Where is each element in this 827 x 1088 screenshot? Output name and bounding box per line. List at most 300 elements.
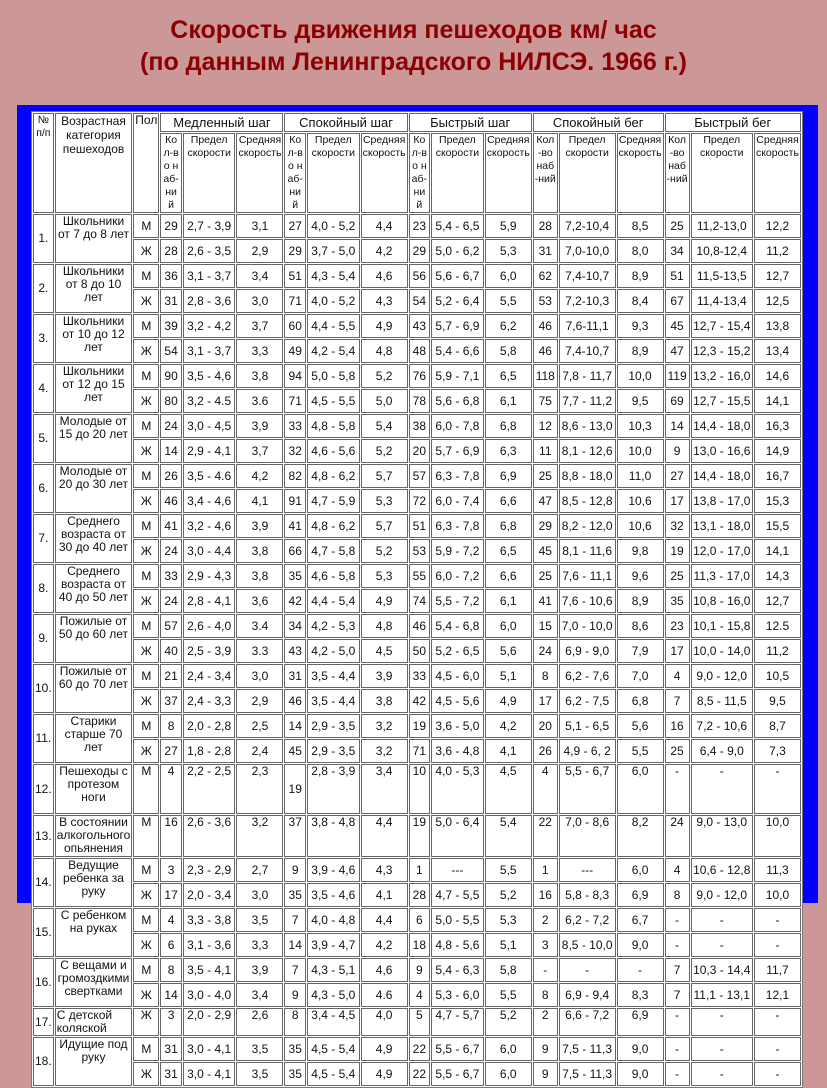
pedestrian-speed-table [31,111,803,1088]
cell-count: 53 [409,539,430,563]
cell-range: 3,2 - 4,6 [183,514,236,538]
cell-count: 25 [665,739,690,763]
cell-range: 3,0 - 4,0 [183,983,236,1007]
cell-count: 28 [533,214,558,238]
cell-count: 7 [665,983,690,1007]
cell-average: 5,5 [485,289,532,313]
cell-range: 5,5 - 6,7 [431,1062,484,1086]
cell-range: 3,8 - 4,8 [307,815,360,857]
cell-average: 4,3 [361,289,408,313]
cell-range: 4,0 - 5,2 [307,214,360,238]
row-category: Среднего возраста от 40 до 50 лет [55,564,133,613]
cell-average: 4,2 [236,464,283,488]
cell-average: 9,5 [617,389,664,413]
cell-count: 62 [533,264,558,288]
cell-range: 4,8 - 6,2 [307,514,360,538]
cell-average: 16,7 [754,464,801,488]
cell-range: - [691,908,753,932]
cell-range: 7,2-10,4 [559,214,616,238]
cell-average: 10,6 [617,489,664,513]
cell-range: 11,5-13,5 [691,264,753,288]
cell-count: 34 [665,239,690,263]
cell-count: 71 [284,289,305,313]
row-category: Пожилые от 50 до 60 лет [55,614,133,663]
row-sex: М [133,314,159,338]
cell-average: 13,8 [754,314,801,338]
cell-count: 32 [665,514,690,538]
row-sex: М [133,815,159,857]
row-category: В состоянии алкогольного опьянения [56,815,131,855]
row-sex: Ж [133,489,159,513]
cell-average: 4,2 [361,239,408,263]
cell-count: 28 [409,883,430,907]
cell-average: 5,2 [361,539,408,563]
cell-range: 8,8 - 18,0 [559,464,616,488]
header-sex: Пол [133,113,159,213]
cell-average: 5,0 [361,389,408,413]
cell-average: 3.6 [236,389,283,413]
cell-count: 74 [409,589,430,613]
cell-range: 4,6 - 5,8 [307,564,360,588]
cell-average: - [754,908,801,932]
cell-average: 4,4 [361,908,408,932]
cell-range: 5,6 - 6,8 [431,389,484,413]
cell-count: 80 [160,389,181,413]
cell-range: 11,2-13,0 [691,214,753,238]
cell-count: 24 [160,589,181,613]
cell-count: 25 [665,564,690,588]
cell-range: 2,8 - 3,9 [307,764,360,814]
cell-count: 17 [665,639,690,663]
cell-range: 10,8-12,4 [691,239,753,263]
cell-average: 6,1 [485,589,532,613]
cell-count: 24 [533,639,558,663]
header-sub-average: Средняя скорость [236,133,283,213]
cell-range: 3,3 - 3,8 [183,908,236,932]
cell-average: 5,2 [361,439,408,463]
cell-average: 7,3 [754,739,801,763]
table-row [33,339,801,363]
cell-range: 14,4 - 18,0 [691,464,753,488]
cell-count: 20 [409,439,430,463]
cell-average: 9,0 [617,933,664,957]
cell-range: 4,3 - 5,4 [307,264,360,288]
row-category: Школьники от 12 до 15 лет [55,364,133,413]
row-number: 17. [33,1008,54,1036]
table-row [33,858,801,882]
cell-count: 28 [160,239,181,263]
cell-range: 10,0 - 14,0 [691,639,753,663]
cell-average: 3.3 [236,639,283,663]
cell-count: 35 [665,589,690,613]
table-row [33,514,801,538]
cell-range: 2,9 - 4,3 [183,564,236,588]
table-row [33,264,801,288]
row-sex: М [133,958,159,982]
cell-count: 8 [533,983,558,1007]
cell-range: 12,3 - 15,2 [691,339,753,363]
row-number: 9. [33,614,54,663]
cell-range: - [691,764,753,814]
cell-count: 4 [533,764,558,814]
cell-average: 4,3 [361,858,408,882]
table-row [33,289,801,313]
cell-count: 10 [409,764,430,814]
cell-average: 4,8 [361,339,408,363]
cell-average: 3,0 [236,289,283,313]
cell-average: - [754,764,801,814]
cell-count: 66 [284,539,305,563]
row-sex: Ж [133,389,159,413]
cell-count: 19 [409,815,430,857]
cell-range: 11,1 - 13,1 [691,983,753,1007]
cell-average: - [754,1008,801,1036]
cell-average: 5,2 [485,883,532,907]
cell-count: 41 [533,589,558,613]
cell-range: 3,0 - 4,1 [183,1037,236,1061]
cell-range: 4,5 - 6,0 [431,664,484,688]
cell-range: 5,4 - 6,6 [431,339,484,363]
cell-count: 41 [284,514,305,538]
table-row [33,908,801,932]
cell-range: 2,6 - 3,5 [183,239,236,263]
cell-average: 3,5 [236,908,283,932]
cell-average: 6,3 [485,439,532,463]
cell-range: 6,4 - 9,0 [691,739,753,763]
cell-average: 3,9 [361,664,408,688]
cell-count: 26 [533,739,558,763]
cell-count: 14 [160,983,181,1007]
cell-range: 7,7 - 11,2 [559,389,616,413]
row-category: Ведущие ребенка за руку [55,858,133,907]
cell-average: 5,3 [485,239,532,263]
cell-range: 3,6 - 4,8 [431,739,484,763]
cell-range: 5,0 - 5,8 [307,364,360,388]
cell-average: 4,2 [485,714,532,738]
cell-average: 9,0 [617,1037,664,1061]
row-category: Школьники от 8 до 10 лет [55,264,133,313]
cell-range: 5,4 - 6,3 [431,958,484,982]
cell-range: - [559,958,616,982]
cell-count: 82 [284,464,305,488]
cell-average: 10,0 [617,364,664,388]
cell-range: 2,2 - 2,5 [183,764,236,814]
row-sex: Ж [133,739,159,763]
cell-average: 4,9 [361,314,408,338]
table-row [33,389,801,413]
cell-range: 4,4 - 5,4 [307,589,360,613]
cell-average: 2,6 [236,1008,283,1036]
cell-average: 6,9 [617,883,664,907]
cell-average: 6,0 [617,858,664,882]
cell-count: 31 [160,1037,181,1061]
cell-count: 51 [284,264,305,288]
table-row [33,664,801,688]
cell-average: - [754,1062,801,1086]
cell-count: 4 [665,858,690,882]
table-row [33,464,801,488]
cell-count: 46 [533,339,558,363]
cell-range: 2,0 - 2,9 [183,1008,236,1036]
cell-range: 4,3 - 5,0 [307,983,360,1007]
cell-range: 4,0 - 5,2 [307,289,360,313]
row-category: Молодые от 20 до 30 лет [55,464,133,513]
cell-average: 8,9 [617,264,664,288]
cell-range: --- [431,858,484,882]
cell-range: 8,5 - 11,5 [691,689,753,713]
cell-range: 4,2 - 5,3 [307,614,360,638]
cell-average: 6,5 [485,539,532,563]
cell-count: 45 [533,539,558,563]
cell-count: 17 [665,489,690,513]
cell-count: 54 [409,289,430,313]
cell-count: 29 [409,239,430,263]
row-category: Пожилые от 60 до 70 лет [55,664,133,713]
cell-range: 3,5 - 4,4 [307,664,360,688]
cell-average: 4,1 [236,489,283,513]
cell-count: 6 [409,908,430,932]
row-number: 11. [33,714,54,763]
header-sub-average: Средняя скорость [485,133,532,213]
cell-average: 10,0 [754,883,801,907]
cell-range: 5,9 - 7,1 [431,364,484,388]
header-sub-average: Средняя скорость [617,133,664,213]
cell-count: 46 [160,489,181,513]
cell-range: 2,9 - 3,5 [307,714,360,738]
cell-average: 3,7 [236,439,283,463]
cell-average: 6,6 [485,564,532,588]
row-number: 4. [33,364,54,413]
cell-count: 7 [284,958,305,982]
cell-average: 10,5 [754,664,801,688]
cell-count: 45 [284,739,305,763]
cell-average: 8,3 [617,983,664,1007]
cell-count: 23 [409,214,430,238]
cell-average: 4,1 [485,739,532,763]
cell-average: 12,7 [754,589,801,613]
cell-count: 8 [160,958,181,982]
cell-count: 3 [160,858,181,882]
cell-average: 9,5 [754,689,801,713]
row-number: 12. [33,764,54,814]
cell-count: 7 [284,908,305,932]
cell-range: 4,7 - 5,5 [431,883,484,907]
cell-count: 8 [665,883,690,907]
row-sex: Ж [133,883,159,907]
cell-range: 10,3 - 14,4 [691,958,753,982]
table-row [33,815,801,857]
header-sub-range: Предел скорости [431,133,484,213]
cell-count: 31 [160,289,181,313]
row-number: 8. [33,564,54,613]
table-row [33,958,801,982]
cell-count: 40 [160,639,181,663]
cell-average: 3,2 [236,815,283,857]
cell-average: 11,3 [754,858,801,882]
cell-range: 4,7 - 5,9 [307,489,360,513]
cell-count: 19 [409,714,430,738]
row-sex: М [133,858,159,882]
cell-average: 14,6 [754,364,801,388]
cell-count: 9 [533,1037,558,1061]
cell-count: 91 [284,489,305,513]
cell-count: 17 [533,689,558,713]
cell-range: 6,6 - 7,2 [559,1008,616,1036]
cell-range: 3,4 - 4,5 [307,1008,360,1036]
header-sub-average: Средняя скорость [754,133,801,213]
cell-count: 35 [284,1062,305,1086]
cell-range: 2,5 - 3,9 [183,639,236,663]
cell-count: 4 [160,764,181,814]
cell-count: 11 [533,439,558,463]
cell-average: 5,1 [485,664,532,688]
cell-average: 15,5 [754,514,801,538]
cell-average: 3,3 [236,933,283,957]
cell-count: 31 [284,664,305,688]
table-row [33,564,801,588]
cell-average: 6,8 [617,689,664,713]
cell-count: 69 [665,389,690,413]
row-number: 5. [33,414,54,463]
cell-average: 5,3 [485,908,532,932]
cell-count: 22 [409,1062,430,1086]
cell-range: 4,8 - 5,6 [431,933,484,957]
cell-average: 8,4 [617,289,664,313]
table-row [33,364,801,388]
cell-average: 4,0 [361,1008,408,1036]
cell-count: 41 [160,514,181,538]
cell-count: 36 [160,264,181,288]
row-sex: Ж [133,983,159,1007]
cell-average: 2,9 [236,689,283,713]
cell-range: 4,5 - 5,4 [307,1062,360,1086]
cell-count: 19 [665,539,690,563]
row-sex: Ж [133,339,159,363]
cell-count: 47 [533,489,558,513]
row-sex: Ж [133,589,159,613]
cell-average: 3.4 [236,614,283,638]
cell-average: 5,3 [361,489,408,513]
cell-count: - [665,764,690,814]
cell-range: 6,2 - 7,6 [559,664,616,688]
header-sub-range: Предел скорости [691,133,753,213]
cell-average: 7,0 [617,664,664,688]
cell-range: --- [559,858,616,882]
cell-range: 4,7 - 5,8 [307,539,360,563]
cell-count: 9 [533,1062,558,1086]
row-sex: М [133,908,159,932]
cell-count: - [665,1062,690,1086]
cell-count: 25 [533,464,558,488]
row-sex: М [133,514,159,538]
cell-count: 12 [533,414,558,438]
cell-range: 2,8 - 3,6 [183,289,236,313]
cell-range: 3,5 - 4,6 [183,364,236,388]
cell-count: 94 [284,364,305,388]
cell-range: - [691,1008,753,1036]
cell-average: 3,5 [236,1037,283,1061]
cell-average: 7,9 [617,639,664,663]
cell-average: 2,5 [236,714,283,738]
cell-range: 5,0 - 6,2 [431,239,484,263]
cell-average: 5,2 [361,364,408,388]
cell-range: 2,7 - 3,9 [183,214,236,238]
table-row [33,764,801,814]
row-number: 13. [33,815,54,857]
cell-range: 6,2 - 7,5 [559,689,616,713]
cell-average: 4,5 [361,639,408,663]
cell-average: 10,6 [617,514,664,538]
cell-range: 8,5 - 12,8 [559,489,616,513]
cell-count: 53 [533,289,558,313]
cell-average: 5,5 [485,858,532,882]
cell-average: 5,4 [361,414,408,438]
cell-count: 29 [160,214,181,238]
cell-range: 12,7 - 15,4 [691,314,753,338]
table-row [33,589,801,613]
cell-range: 6,9 - 9,0 [559,639,616,663]
cell-count: 9 [665,439,690,463]
cell-average: 12.5 [754,614,801,638]
cell-count: 14 [160,439,181,463]
cell-average: 4,8 [361,614,408,638]
row-category: С вещами и громоздкими свертками [55,958,133,1007]
cell-average: 4,6 [361,958,408,982]
header-group: Медленный шаг [160,113,283,132]
cell-average: - [754,933,801,957]
cell-average: 8,6 [617,614,664,638]
cell-range: 7,4-10,7 [559,339,616,363]
cell-count: 9 [284,858,305,882]
table-row [33,739,801,763]
cell-average: 14,1 [754,389,801,413]
cell-count: 15 [533,614,558,638]
cell-average: 3,5 [236,1062,283,1086]
cell-count: 50 [409,639,430,663]
cell-range: 12,7 - 15,5 [691,389,753,413]
header-row [33,113,801,132]
cell-average: 11,7 [754,958,801,982]
cell-range: 4,8 - 5,8 [307,414,360,438]
cell-range: 7,2-10,3 [559,289,616,313]
cell-range: 7,6 - 11,1 [559,564,616,588]
cell-average: 6,5 [485,364,532,388]
cell-average: 5,8 [485,958,532,982]
cell-average: 5,4 [485,815,532,857]
table-row [33,239,801,263]
cell-range: 5,6 - 6,7 [431,264,484,288]
cell-average: 6,9 [617,1008,664,1036]
cell-count: 37 [284,815,305,857]
cell-average: 6,7 [617,908,664,932]
cell-range: 13,0 - 16,6 [691,439,753,463]
cell-count: 22 [533,815,558,857]
cell-range: 2,0 - 3,4 [183,883,236,907]
row-sex: М [133,764,159,814]
cell-range: 2,6 - 4,0 [183,614,236,638]
cell-average: 3,8 [236,539,283,563]
row-category: Среднего возраста от 30 до 40 лет [55,514,133,563]
cell-range: 5,7 - 6,9 [431,314,484,338]
cell-average: 4,6 [361,264,408,288]
cell-count: 35 [284,564,305,588]
row-sex: Ж [133,539,159,563]
cell-count: 23 [665,614,690,638]
cell-average: - [754,1037,801,1061]
cell-average: 11,2 [754,639,801,663]
cell-count: 5 [409,1008,430,1036]
cell-count: 78 [409,389,430,413]
